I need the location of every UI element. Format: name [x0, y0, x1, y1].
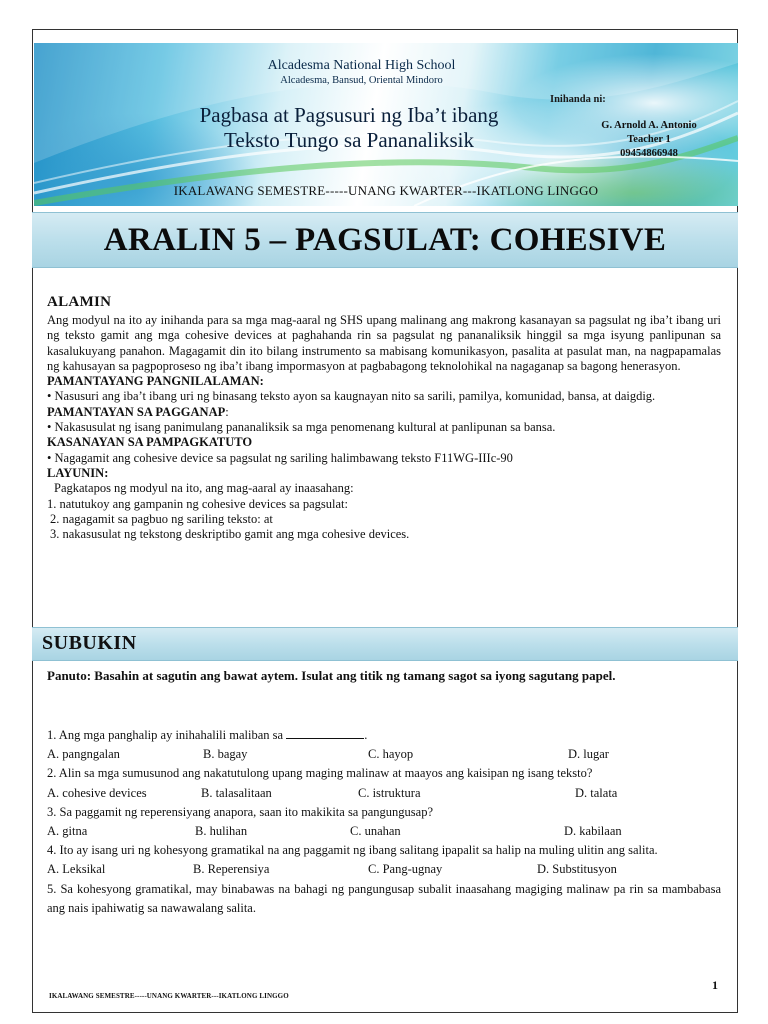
- choice-b: B. bagay: [203, 747, 248, 762]
- choice-c: C. istruktura: [358, 785, 421, 800]
- choice-c: C. unahan: [350, 823, 401, 838]
- page-number: 1: [712, 978, 718, 992]
- choice-a: A. pangngalan: [47, 747, 120, 762]
- subukin-bar: [32, 627, 738, 661]
- layunin-heading: LAYUNIN:: [47, 465, 109, 480]
- layunin-item: 3. nakasusulat ng tekstong deskriptibo gamit ang mga cohesive devices.: [50, 527, 410, 542]
- header-banner: [34, 43, 738, 206]
- layunin-item: 2. nagagamit sa pagbuo ng sariling teksto: at: [50, 511, 273, 526]
- pamantayang-pangnilalaman-text: • Nasusuri ang iba’t ibang uri ng binasang teksto ayon sa kaugnayan nito sa sarili, pamilya, komunidad, bansa, at daigdig.: [47, 389, 656, 404]
- choice-b: B. Reperensiya: [193, 862, 270, 877]
- author-name: G. Arnold A. Antonio: [601, 120, 697, 131]
- alamin-section: [47, 313, 721, 542]
- choices-2: [47, 784, 721, 803]
- choice-d: D. talata: [575, 785, 618, 800]
- alamin-heading: ALAMIN: [47, 294, 112, 310]
- choice-b: B. hulihan: [195, 823, 248, 838]
- author-role: Teacher 1: [627, 134, 671, 145]
- choice-a: A. Leksikal: [47, 862, 106, 877]
- choices-4: [47, 860, 721, 879]
- question-end: .: [364, 728, 368, 742]
- kasanayan-text: • Nagagamit ang cohesive device sa pagsulat ng sariling halimbawang teksto F11WG-IIIc-90: [47, 450, 513, 465]
- alamin-paragraph: Ang modyul na ito ay inihanda para sa mga mag-aaral ng SHS upang malinang ang makrong kasanayan sa pagsulat ng iba’t ibang uri ng teksto gamit ang mga cohesive devices at paghahanda rin sa pagsulat ng pananaliksik hinggil sa mga isyung panlipunan sa kasalukuyang panahon. Magagamit din ito bilang instrumento sa mabisang komunikasyon, pasalita at pasulat man, na nagpapamalas ng kahusayan sa pagpoproseso ng iba’t ibang impormasyon at pagbabagong teknolohikal na nagaganap sa bagong henerasyon.: [47, 313, 721, 373]
- question-text: 1. Ang mga panghalip ay inihahalili maliban sa: [47, 728, 284, 742]
- quiz-section: [47, 726, 721, 918]
- question-1: [47, 726, 721, 745]
- footer-text: IKALAWANG SEMESTRE-----UNANG KWARTER---IKATLONG LINGGO: [49, 992, 289, 1000]
- semester-line: IKALAWANG SEMESTRE-----UNANG KWARTER---IKATLONG LINGGO: [173, 183, 599, 198]
- lesson-title-bar: [32, 212, 738, 268]
- school-address: Alcadesma, Bansud, Oriental Mindoro: [280, 75, 443, 86]
- question-4: 4. Ito ay isang uri ng kohesyong gramatikal na ang paggamit ng ibang salitang ipapalit sa halip na muling ulitin ang salita.: [47, 843, 658, 858]
- author-phone: 09454866948: [620, 148, 678, 159]
- choices-1: [47, 745, 721, 764]
- pamantayan-sa-pagganap-heading: PAMANTAYAN SA PAGGANAP: [47, 404, 226, 419]
- question-5: 5. Sa kohesyong gramatikal, may binabawas na bahagi ng pangungusap subalit inaasahang magiging malinaw pa rin sa mambabasa ang nais ipahiwatig sa nawawalang salita.: [47, 881, 721, 915]
- choice-c: C. hayop: [368, 747, 414, 762]
- pamantayan-sa-pagganap-text: • Nakasusulat ng isang panimulang pananaliksik sa mga penomenang kultural at panlipunan sa bansa.: [47, 420, 556, 435]
- layunin-intro: Pagkatapos ng modyul na ito, ang mag-aaral ay inaasahang:: [54, 481, 354, 496]
- answer-blank: [286, 728, 364, 739]
- choice-a: A. gitna: [47, 823, 88, 838]
- choice-c: C. Pang-ugnay: [368, 862, 443, 877]
- subukin-heading: SUBUKIN: [42, 632, 137, 654]
- panuto-instructions: Panuto: Basahin at sagutin ang bawat aytem. Isulat ang titik ng tamang sagot sa iyong sagutang papel.: [47, 668, 616, 683]
- pamantayan-sa-pagganap-colon: :: [225, 404, 229, 419]
- kasanayan-heading: KASANAYAN SA PAMPAGKATUTO: [47, 435, 253, 450]
- choice-b: B. talasalitaan: [201, 785, 272, 800]
- choice-d: D. Substitusyon: [537, 862, 617, 877]
- subject-title: Pagbasa at Pagsusuri ng Iba’t ibang Teksto Tungo sa Pananaliksik: [199, 103, 499, 152]
- choice-a: A. cohesive devices: [47, 785, 147, 800]
- layunin-item: 1. natutukoy ang gampanin ng cohesive devices sa pagsulat:: [47, 496, 348, 511]
- choices-3: [47, 822, 721, 841]
- question-3: 3. Sa paggamit ng reperensiyang anapora, saan ito makikita sa pangungusap?: [47, 804, 433, 819]
- choice-d: D. kabilaan: [564, 823, 622, 838]
- lesson-title: ARALIN 5 – PAGSULAT: COHESIVE: [103, 222, 667, 258]
- school-name: Alcadesma National High School: [267, 58, 456, 73]
- choice-d: D. lugar: [568, 747, 609, 762]
- pamantayang-pangnilalaman-heading: PAMANTAYANG PANGNILALAMAN:: [47, 374, 264, 389]
- question-2: 2. Alin sa mga sumusunod ang nakatutulong upang maging malinaw at maayos ang kaisipan ng isang teksto?: [47, 766, 593, 781]
- prepared-by-label: Inihanda ni:: [550, 94, 606, 105]
